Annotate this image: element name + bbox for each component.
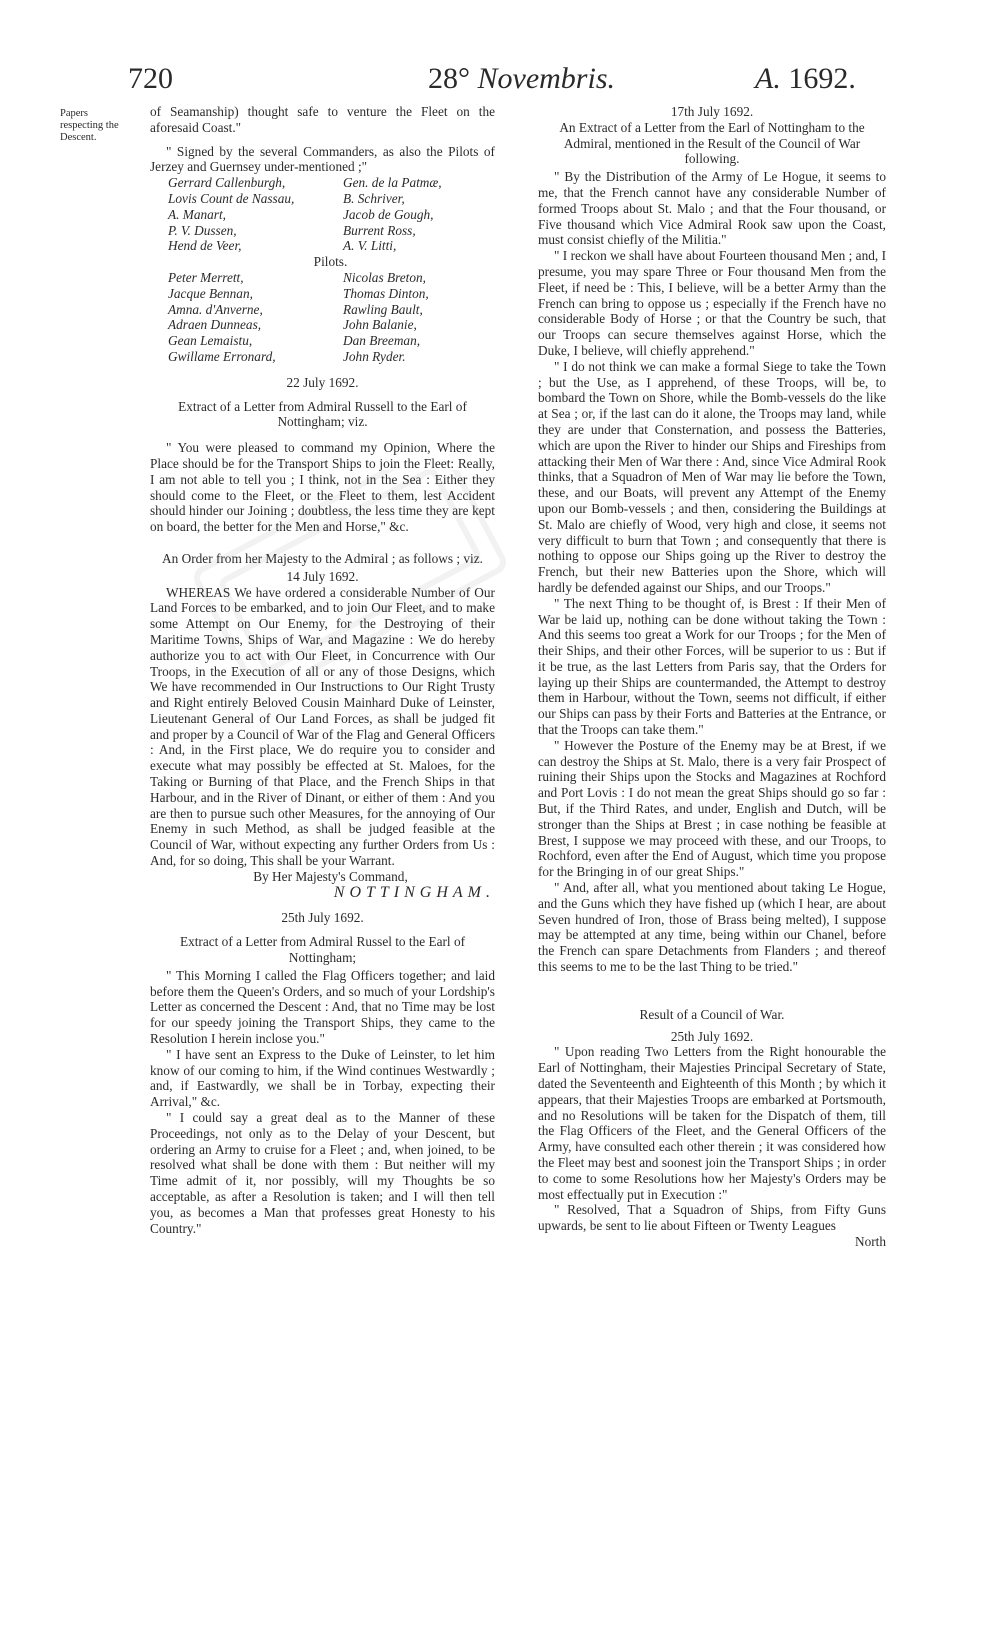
section-heading: An Extract of a Letter from the Earl of Nottingham to the Admiral, mentioned in the Result of the Council of War following. — [559, 119, 865, 167]
paragraph: " This Morning I called the Flag Officers together; and laid before them the Queen's Orders, and so much of your Lordship's Letter as concerned the Descent : And, that no Time may be lost for our speedy joining the Transport Ships, they came to the Resolution I herein inclose you." — [150, 967, 495, 1047]
section-date: 22 July 1692. — [286, 374, 359, 390]
paragraph: " Upon reading Two Letters from the Right honourable the Earl of Nottingham, their Majesties Principal Secretary of State, dated the Seventeenth and Eighteenth of this Month ; by which it appears, that their Majesties Troops are embarked at Portsmouth, and no Resolutions will be taken for the Dispatch of them, till the Flag Officers of the Fleet, and the General Officers of the Army, have consulted each other therein ; it was considered how the Fleet may best and soonest join the Transport Ships ; in order to come to some Resolutions how her Majesty's Orders may be most effectually put in Execution :" — [538, 1044, 886, 1202]
signatory: P. V. Dussen, — [168, 222, 237, 238]
year-prefix: A. — [755, 62, 781, 95]
paragraph: " Resolved, That a Squadron of Ships, from Fifty Guns upwards, be sent to lie about Fifteen or Twenty Leagues — [538, 1202, 886, 1234]
running-year — [755, 62, 856, 96]
paragraph: " I have sent an Express to the Duke of Leinster, to let him know of our coming to him, if the Wind continues Westwardly ; and, if Eastwardly, we shall be in Torbay, expecting their Arrival," &c. — [150, 1046, 495, 1110]
date-day: 28° — [428, 62, 470, 95]
year-value: 1692. — [788, 62, 856, 95]
signatory: Nicolas Breton, — [343, 269, 426, 285]
pilots-label: Pilots. — [313, 254, 348, 270]
signatory: Jacob de Gough, — [343, 206, 434, 222]
signatory: John Balanie, — [343, 317, 417, 333]
catchword: North — [854, 1233, 886, 1249]
signatory: Gwillame Erronard, — [168, 348, 276, 364]
paragraph: WHEREAS We have ordered a considerable Number of Our Land Forces to be embarked, and to join Our Fleet, and to make some Attempt on Our Enemy, for the Destroying of their Maritime Towns, Ships of War, and Magazine : We do hereby authorize you to act with Our Fleet, in Concurrence with Our Troops, in the Execution of all or any of those Designs, which We have recommended in Our Instructions to Our Right Trusty and Right entirely Beloved Cousin Mainhard Duke of Leinster, Lieutenant General of Our Land Forces, as shall be judged fit and proper by a Council of War of the Flag and General Officers : And, in the First place, We do require you to consider and execute what may possibly be effected at St. Maloes, for the Taking or Burning of that Place, and the French Ships in that Harbour, and in the River of Dinant, or either of them : And you are then to pursue such other Measures, for the annoying of Our Enemy in such Method, as shall be judged feasible at the Council of War, without expecting any further Orders from Us : And, for so doing, This shall be your Warrant. — [150, 584, 495, 869]
by-command-line: By Her Majesty's Command, — [253, 868, 408, 884]
section-date: 25th July 1692. — [281, 910, 364, 926]
signatory: A. Manart, — [168, 206, 226, 222]
page-number: 720 — [128, 62, 173, 95]
signatory: Gean Lemaistu, — [168, 333, 253, 349]
signatory: Jacque Bennan, — [168, 285, 253, 301]
signatory: Burrent Ross, — [343, 222, 416, 238]
paragraph: " And, after all, what you mentioned about taking Le Hogue, and the Guns which they have fished up (which I hear, are about Seven hundred of Iron, those of Brass being melted), I suppose may be attempted at any time, being within our Chanel, before the French can spare Detachments from Flanders ; and thereof this seems to me to be the last Thing to be tried." — [538, 880, 886, 975]
signatory: Rawling Bault, — [343, 301, 423, 317]
signatory: Adraen Dunneas, — [168, 317, 262, 333]
section-date: 17th July 1692. — [670, 104, 754, 119]
signatory: Peter Merrett, — [168, 269, 244, 285]
section-heading: Extract of a Letter from Admiral Russel to the Earl of Nottingham; — [179, 934, 466, 966]
section-date: 14 July 1692. — [286, 568, 359, 584]
signatory: Gen. de la Patmæ, — [343, 175, 442, 191]
section-heading: An Order from her Majesty to the Admiral ; as follows ; viz. — [162, 550, 483, 566]
signed-line: " Signed by the several Commanders, as also the Pilots of Jerzey and Guernsey under-mentioned ;" — [150, 143, 495, 175]
signatory: B. Schriver, — [343, 190, 405, 206]
signatory: Lovis Count de Nassau, — [168, 190, 295, 206]
paragraph: " By the Distribution of the Army of Le Hogue, it seems to me, that the French cannot have any considerable Number of formed Troops about St. Malo ; and that the Four thousand, or Five thousand which Vice Admiral Rook saw upon the Coast, must consist chiefly of the Militia." — [538, 169, 886, 248]
signatory: John Ryder. — [343, 348, 406, 364]
paragraph: " I reckon we shall have about Fourteen thousand Men ; and, I presume, you may spare Three or Four thousand Men from the Fleet, if need be : This, I believe, will be a better Army than the French can bring to oppose us ; especially if the French have no considerable Body of Horse ; or that the Country be such, that our Troops can secure themselves against Horse, which the Duke, I believe, will chiefly apprehend." — [538, 248, 886, 358]
signatory: Hend de Veer, — [168, 238, 242, 254]
signatory: A. V. Litti, — [343, 238, 397, 254]
paragraph: " I do not think we can make a formal Siege to take the Town ; but the Use, as I apprehend, of these Troops, will be, to bombard the Town on Shore, while the Bomb-vessels do the like at Sea ; or, if the last can do it alone, the Troops may land, while they are under that Consternation, and possess the Batteries, which are upon the River to hinder our Ships and Fireships from attacking their Men of War there : And, since Vice Admiral Rook thinks, that a Squadron of Men of War may lie before the Town, these, and our Boats, will prevent any Attempt of the Enemy upon our Bomb-vessels ; and then, considering the Buildings at St. Malo are chiefly of Wood, very high and close, it seems not very difficult to burn that Town ; and consequently that there is nothing to oppose our Ships going up the River to destroy the French, but their new Batteries upon the Shore, which will hardly be defended against our Ships, and our Troops." — [538, 358, 886, 595]
section-heading: Extract of a Letter from Admiral Russell to the Earl of Nottingham; viz. — [178, 398, 467, 430]
commanders-list — [168, 175, 495, 254]
signatory: Thomas Dinton, — [343, 285, 429, 301]
paragraph: " The next Thing to be thought of, is Brest : If their Men of War be laid up, nothing can be done without taking the Town : And this seems too great a Work for our Troops ; for the Men of their Ships, and their other Forces, will be superior to us : But if it be true, as the last Letters from Paris say, that the Orders for laying up their Ships are countermanded, the Attempt to destroy them in Harbour, without the Town, seems not difficult, if either our Ships can pass by their Forts and Batteries at the Entrance, or that the Troops can take them." — [538, 595, 886, 738]
paragraph: " I could say a great deal as to the Manner of these Proceedings, not only as to the Delay of your Descent, but ordering an Army to cruise for a Fleet ; and, when joined, to be resolved what shall be done with them : But neither will my Time admit of it, nor possibly, will my Thoughts be so acceptable, as after a Resolution is taken; and I will then tell you, as becomes a Man that professes great Honesty to his Country." — [150, 1110, 495, 1236]
signatory: Gerrard Callenburgh, — [168, 175, 286, 191]
date-month: Novembris. — [477, 62, 615, 95]
pilots-list — [168, 270, 495, 365]
section-date: 25th July 1692. — [670, 1028, 754, 1044]
watermark-stamp — [190, 470, 510, 670]
paragraph: " However the Posture of the Enemy may be at Brest, if we can destroy the Ships at St. Malo, there is a very fair Prospect of ruining their Ships upon the Stocks and Magazines at Rochford and Port Lovis : I do not mean the great Ships should go so far : But, if the Third Rates, and under, English and Dutch, will be stronger than the Ships at Brest ; in case nothing be feasible at Brest, I suppose we may proceed with these, and our Troops, to Rochford, even after the End of August, which time you propose for the Bringing in of our great Ships." — [538, 737, 886, 880]
signature: NOTTINGHAM. — [333, 883, 495, 901]
right-column — [538, 104, 886, 1250]
left-column — [150, 104, 495, 1236]
paragraph: of Seamanship) thought safe to venture the Fleet on the aforesaid Coast." — [150, 104, 495, 135]
running-date — [428, 62, 615, 96]
section-heading: Result of a Council of War. — [639, 1006, 785, 1022]
margin-note: Papers respecting the Descent. — [60, 108, 119, 143]
paragraph: " You were pleased to command my Opinion, Where the Place should be for the Transport Ships to join the Fleet: Really, I am not able to tell you ; I think, not in the Sea : Either they should come to the Fleet, or the Fleet to them, lest Accident should hinder our Joining ; doubtless, the less time they are kept on board, the better for the Men and Horse," &c. — [150, 440, 495, 535]
signatory: Amna. d'Anverne, — [168, 301, 263, 317]
signatory: Dan Breeman, — [343, 333, 421, 349]
